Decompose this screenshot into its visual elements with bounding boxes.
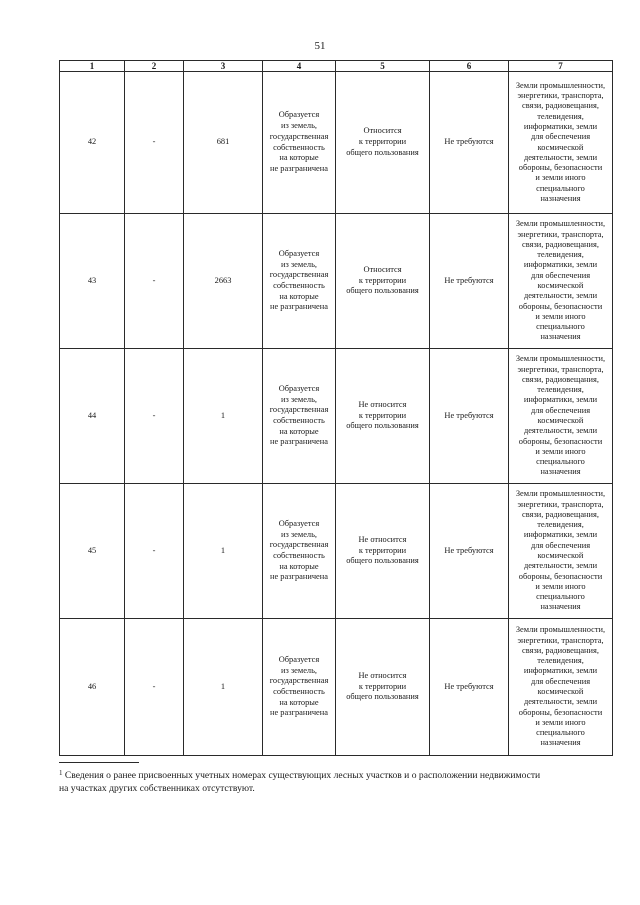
land-category-cell-line: телевидения, — [537, 250, 584, 260]
land-category-cell-line: связи, радиовещания, — [522, 374, 599, 384]
land-origin-cell-line: собственность — [273, 281, 325, 290]
land-origin-cell-line: из земель, — [280, 529, 318, 539]
land-origin-cell-line: не разграничена — [270, 302, 328, 312]
land-category-cell-line: телевидения, — [537, 520, 584, 530]
land-category-cell-line: связи, радиовещания, — [522, 101, 599, 111]
public-use-cell-line: общего пользования — [346, 147, 419, 157]
column-2-cell: - — [125, 72, 184, 214]
land-origin-cell-line: не разграничена — [270, 572, 328, 582]
footnote-text-line1: Сведения о ранее присвоенных учетных номерах существующих лесных участков и о расположении недвижимости — [64, 770, 541, 781]
land-origin-cell-line: не разграничена — [270, 437, 328, 447]
area-cell: 1 — [184, 484, 263, 619]
footnote-marker: 1 — [59, 769, 63, 777]
land-category-cell-line: для обеспечения — [530, 540, 591, 550]
land-category-cell-line: специального — [536, 457, 585, 467]
column-header: 4 — [263, 61, 336, 72]
footnote — [59, 767, 619, 795]
land-category-cell-line: обороны, безопасности — [518, 707, 603, 717]
land-category-cell-line: обороны, безопасности — [518, 436, 603, 446]
land-category-cell-line: космической — [537, 687, 584, 696]
land-origin-cell-line: собственность — [273, 551, 325, 560]
land-category-cell-line: специального — [536, 183, 585, 193]
land-category-cell-line: информатики, земли — [523, 530, 598, 540]
requirement-cell: Не требуются — [430, 72, 509, 214]
table-row — [60, 72, 613, 214]
land-origin-cell-line: Образуется — [278, 383, 320, 393]
land-category-cell-line: обороны, безопасности — [518, 571, 603, 581]
land-category-cell-line: назначения — [540, 602, 581, 612]
land-category-cell-line: энергетики, транспорта, — [517, 499, 604, 509]
land-origin-cell-line: на которые — [279, 291, 319, 301]
land-category-cell-line: обороны, безопасности — [518, 301, 603, 311]
land-category-cell-line: обороны, безопасности — [518, 163, 603, 173]
land-origin-cell-line: не разграничена — [270, 708, 328, 718]
land-category-cell-line: деятельности, земли — [523, 426, 598, 436]
area-cell: 681 — [184, 72, 263, 214]
column-2-cell: - — [125, 619, 184, 756]
land-origin-cell-line: государственная — [269, 540, 329, 550]
table-row — [60, 484, 613, 619]
land-origin-cell-line: из земель, — [280, 665, 318, 675]
requirement-cell: Не требуются — [430, 484, 509, 619]
land-category-cell-line: телевидения, — [537, 111, 584, 121]
column-header: 2 — [125, 61, 184, 72]
land-origin-cell-line: из земель, — [280, 121, 318, 131]
land-category-cell-line: назначения — [540, 332, 581, 342]
public-use-cell-line: к территории — [358, 137, 407, 147]
land-category-cell — [509, 349, 613, 484]
land-category-cell-line: и земли иного — [535, 173, 586, 183]
column-2-cell: - — [125, 349, 184, 484]
land-category-cell — [509, 214, 613, 349]
land-category-cell-line: связи, радиовещания, — [522, 509, 599, 519]
public-use-cell-line: Не относится — [358, 670, 407, 680]
land-category-cell-line: деятельности, земли — [523, 697, 598, 707]
plot-number-cell: 44 — [60, 349, 125, 484]
land-category-cell — [509, 619, 613, 756]
land-origin-cell-line: на которые — [279, 561, 319, 571]
land-origin-cell — [263, 214, 336, 349]
land-plots-table — [59, 60, 613, 756]
land-category-cell-line: Земли промышленности, — [515, 219, 606, 229]
public-use-cell-line: к территории — [358, 410, 407, 420]
public-use-cell-line: к территории — [358, 545, 407, 555]
column-header: 1 — [60, 61, 125, 72]
land-category-cell-line: для обеспечения — [530, 132, 591, 142]
public-use-cell-line: общего пользования — [346, 286, 419, 296]
land-category-cell-line: Земли промышленности, — [515, 80, 606, 90]
land-category-cell-line: для обеспечения — [530, 676, 591, 686]
column-header: 5 — [336, 61, 430, 72]
public-use-cell-line: Не относится — [358, 534, 407, 544]
land-category-cell-line: энергетики, транспорта, — [517, 91, 604, 101]
land-origin-cell-line: на которые — [279, 153, 319, 163]
public-use-cell — [336, 214, 430, 349]
public-use-cell — [336, 484, 430, 619]
land-origin-cell-line: Образуется — [278, 248, 320, 258]
land-category-cell-line: для обеспечения — [530, 405, 591, 415]
area-cell: 2663 — [184, 214, 263, 349]
land-origin-cell-line: не разграничена — [270, 163, 328, 173]
public-use-cell — [336, 349, 430, 484]
page-number: 51 — [314, 40, 326, 52]
public-use-cell-line: общего пользования — [346, 421, 419, 431]
public-use-cell-line: общего пользования — [346, 556, 419, 566]
public-use-cell-line: Относится — [363, 264, 402, 274]
land-category-cell-line: космической — [537, 551, 584, 560]
land-category-cell-line: энергетики, транспорта, — [517, 364, 604, 374]
land-origin-cell-line: государственная — [269, 270, 329, 280]
public-use-cell-line: Относится — [363, 126, 402, 136]
land-origin-cell-line: Образуется — [278, 654, 320, 664]
table-row — [60, 349, 613, 484]
public-use-cell-line: к территории — [358, 275, 407, 285]
land-category-cell-line: для обеспечения — [530, 270, 591, 280]
land-category-cell-line: энергетики, транспорта, — [517, 229, 604, 239]
land-origin-cell-line: собственность — [273, 142, 325, 152]
land-category-cell-line: информатики, земли — [523, 666, 598, 676]
requirement-cell: Не требуются — [430, 214, 509, 349]
requirement-cell: Не требуются — [430, 349, 509, 484]
public-use-cell-line: к территории — [358, 681, 407, 691]
land-origin-cell-line: государственная — [269, 405, 329, 415]
land-category-cell-line: и земли иного — [535, 311, 586, 321]
land-category-cell-line: связи, радиовещания, — [522, 645, 599, 655]
land-category-cell-line: специального — [536, 728, 585, 738]
area-cell: 1 — [184, 349, 263, 484]
land-category-cell-line: назначения — [540, 193, 581, 203]
land-category-cell-line: Земли промышленности, — [515, 625, 606, 635]
land-origin-cell-line: из земель, — [280, 259, 318, 269]
column-header: 7 — [509, 61, 613, 72]
land-category-cell-line: космической — [537, 142, 584, 152]
land-category-cell-line: космической — [537, 281, 584, 290]
land-category-cell-line: и земли иного — [535, 446, 586, 456]
land-origin-cell — [263, 619, 336, 756]
land-category-cell-line: телевидения, — [537, 656, 584, 666]
land-category-cell-line: специального — [536, 592, 585, 602]
land-origin-cell-line: на которые — [279, 697, 319, 707]
footnote-text-line2: на участках других собственниках отсутствуют. — [59, 782, 255, 794]
land-origin-cell-line: на которые — [279, 426, 319, 436]
land-category-cell-line: назначения — [540, 738, 581, 748]
table-header-row — [60, 61, 613, 72]
table-body — [60, 72, 613, 756]
land-origin-cell-line: Образуется — [278, 110, 320, 120]
land-origin-cell-line: Образуется — [278, 518, 320, 528]
land-category-cell-line: информатики, земли — [523, 260, 598, 270]
land-origin-cell-line: собственность — [273, 687, 325, 696]
land-origin-cell — [263, 349, 336, 484]
public-use-cell — [336, 619, 430, 756]
plot-number-cell: 46 — [60, 619, 125, 756]
public-use-cell-line: общего пользования — [346, 692, 419, 702]
land-origin-cell-line: государственная — [269, 676, 329, 686]
land-origin-cell-line: государственная — [269, 131, 329, 141]
land-origin-cell-line: из земель, — [280, 394, 318, 404]
land-category-cell-line: телевидения, — [537, 385, 584, 395]
column-header: 3 — [184, 61, 263, 72]
land-category-cell — [509, 72, 613, 214]
land-origin-cell — [263, 484, 336, 619]
land-category-cell — [509, 484, 613, 619]
land-origin-cell — [263, 72, 336, 214]
land-category-cell-line: деятельности, земли — [523, 152, 598, 162]
land-category-cell-line: информатики, земли — [523, 395, 598, 405]
land-category-cell-line: и земли иного — [535, 581, 586, 591]
area-cell: 1 — [184, 619, 263, 756]
land-category-cell-line: и земли иного — [535, 717, 586, 727]
land-category-cell-line: назначения — [540, 467, 581, 477]
land-category-cell-line: деятельности, земли — [523, 291, 598, 301]
plot-number-cell: 43 — [60, 214, 125, 349]
land-category-cell-line: Земли промышленности, — [515, 489, 606, 499]
column-2-cell: - — [125, 484, 184, 619]
land-category-cell-line: энергетики, транспорта, — [517, 635, 604, 645]
table-row — [60, 214, 613, 349]
requirement-cell: Не требуются — [430, 619, 509, 756]
plot-number-cell: 45 — [60, 484, 125, 619]
land-category-cell-line: информатики, земли — [523, 121, 598, 131]
land-category-cell-line: связи, радиовещания, — [522, 239, 599, 249]
land-origin-cell-line: собственность — [273, 416, 325, 425]
table-row — [60, 619, 613, 756]
land-category-cell-line: Земли промышленности, — [515, 354, 606, 364]
public-use-cell — [336, 72, 430, 214]
column-2-cell: - — [125, 214, 184, 349]
land-category-cell-line: космической — [537, 416, 584, 425]
public-use-cell-line: Не относится — [358, 399, 407, 409]
footnote-divider — [59, 762, 139, 763]
plot-number-cell: 42 — [60, 72, 125, 214]
land-category-cell-line: специального — [536, 322, 585, 332]
column-header: 6 — [430, 61, 509, 72]
land-category-cell-line: деятельности, земли — [523, 561, 598, 571]
